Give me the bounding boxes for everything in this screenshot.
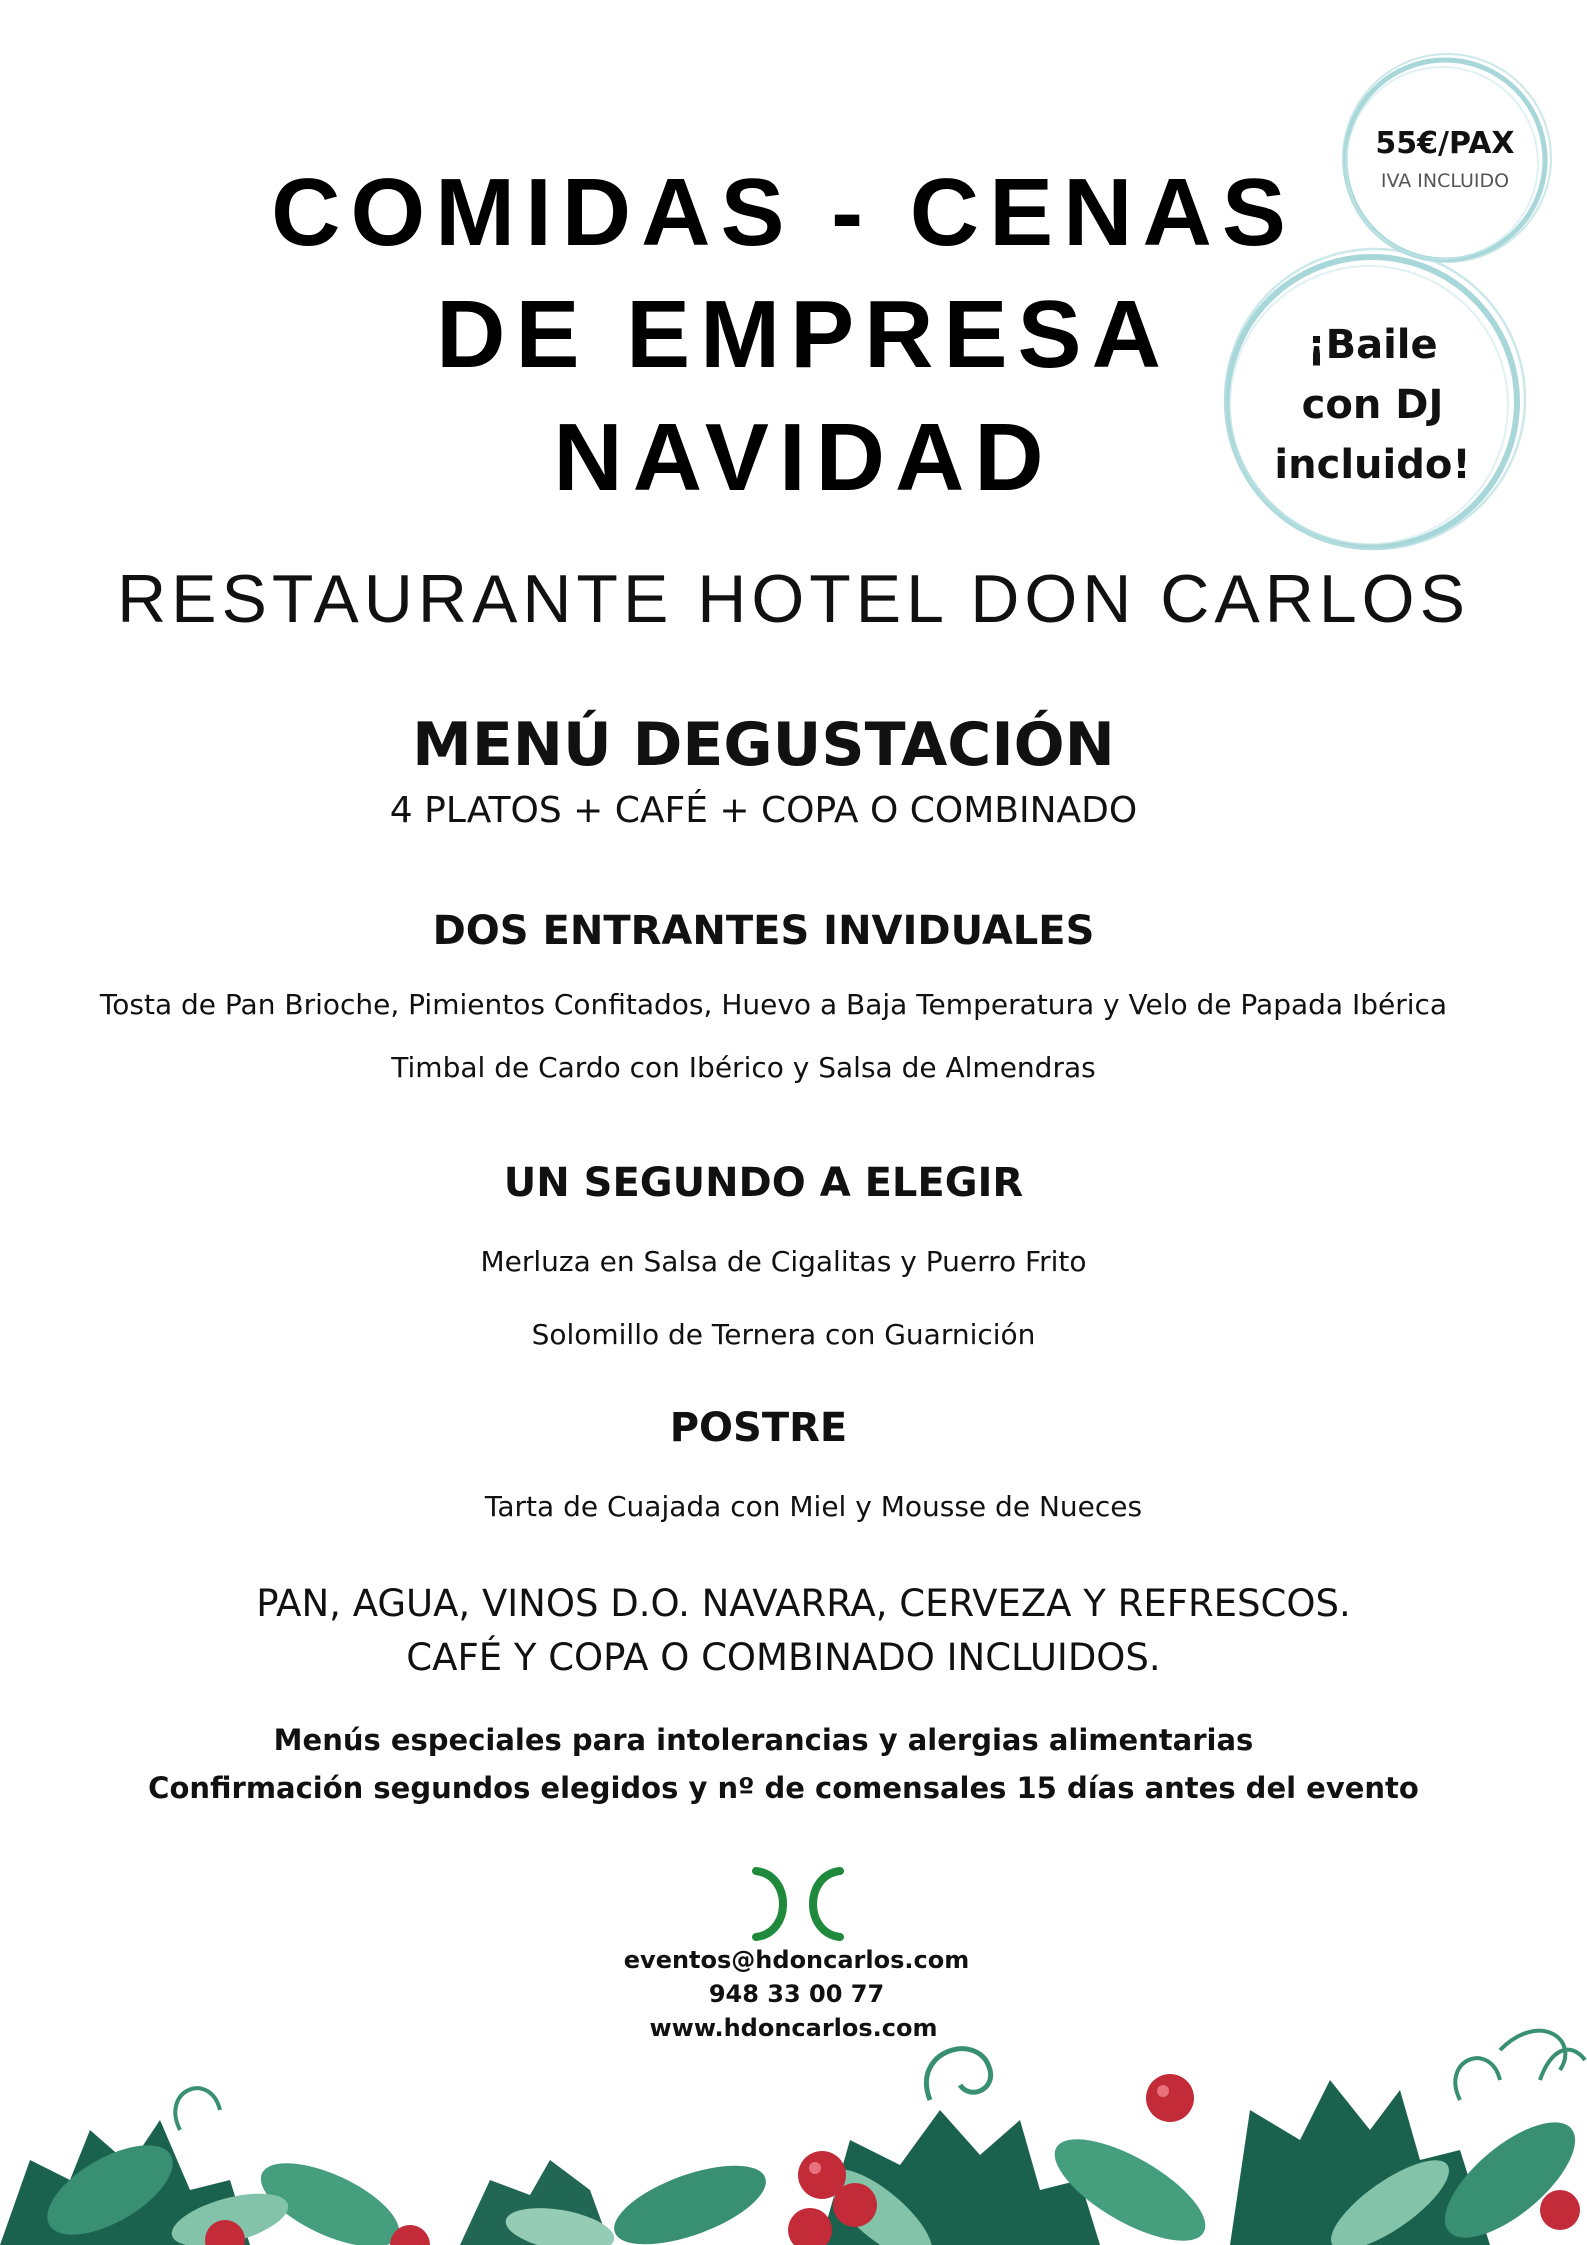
price-badge — [1335, 50, 1555, 270]
included-line-1: PAN, AGUA, VINOS D.O. NAVARRA, CERVEZA Y REFRESCOS. — [256, 1582, 1351, 1625]
menu-title: MENÚ DEGUSTACIÓN — [412, 710, 1115, 780]
contact-phone: 948 33 00 77 — [708, 1980, 885, 2008]
menu-item: Merluza en Salsa de Cigalitas y Puerro Frito — [480, 1245, 1087, 1278]
title-line-1: COMIDAS - CENAS — [271, 159, 1296, 266]
restaurant-name: RESTAURANTE HOTEL DON CARLOS — [117, 561, 1470, 637]
included-line-2: CAFÉ Y COPA O COMBINADO INCLUIDOS. — [406, 1636, 1161, 1679]
holly-decoration-icon — [0, 1990, 1587, 2245]
dj-text — [1215, 315, 1530, 495]
contact-web: www.hdoncarlos.com — [649, 2014, 938, 2042]
section-heading-dessert: POSTRE — [669, 1405, 848, 1451]
menu-item: Tosta de Pan Brioche, Pimientos Confitados, Huevo a Baja Temperatura y Velo de Papada Ibérica — [99, 988, 1448, 1021]
price-note: IVA INCLUIDO — [1380, 170, 1510, 192]
section-heading-starters: DOS ENTRANTES INVIDUALES — [432, 908, 1095, 954]
menu-item: Tarta de Cuajada con Miel y Mousse de Nueces — [484, 1490, 1143, 1523]
price-label: 55€/PAX — [1375, 126, 1515, 161]
title-line-3: NAVIDAD — [553, 404, 1054, 511]
note-confirmation: Confirmación segundos elegidos y nº de comensales 15 días antes del evento — [148, 1771, 1419, 1805]
contact-email: eventos@hdoncarlos.com — [623, 1946, 970, 1974]
dj-line-3: incluido! — [1274, 442, 1471, 488]
menu-subtitle: 4 PLATOS + CAFÉ + COPA O COMBINADO — [389, 790, 1138, 831]
hotel-logo-icon — [752, 1865, 844, 1943]
dj-line-1: ¡Baile — [1307, 322, 1438, 368]
dj-line-2: con DJ — [1301, 382, 1444, 428]
dj-badge — [1215, 245, 1530, 560]
title-line-2: DE EMPRESA — [436, 281, 1171, 388]
note-allergies: Menús especiales para intolerancias y alergias alimentarias — [273, 1723, 1254, 1757]
menu-item: Solomillo de Ternera con Guarnición — [531, 1318, 1036, 1351]
section-heading-mains: UN SEGUNDO A ELEGIR — [503, 1160, 1024, 1206]
menu-item: Timbal de Cardo con Ibérico y Salsa de Almendras — [391, 1051, 1096, 1084]
